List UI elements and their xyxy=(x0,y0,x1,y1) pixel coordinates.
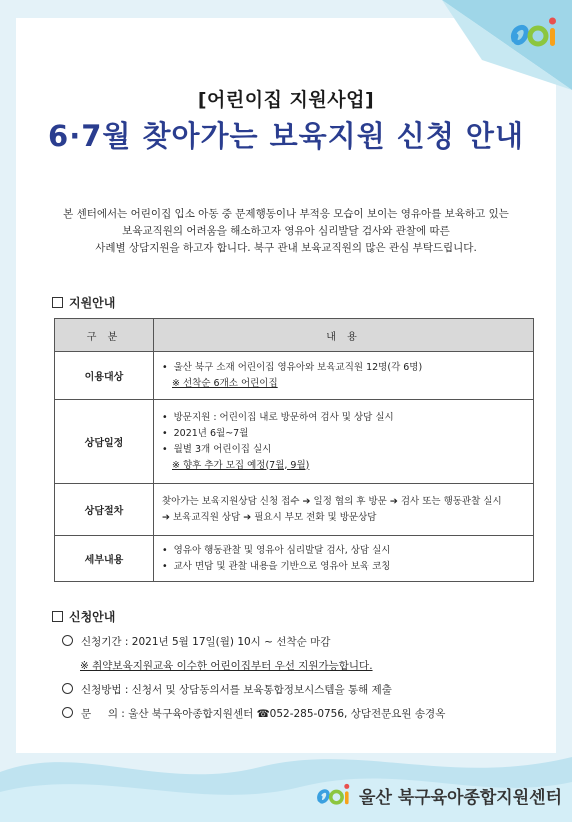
square-bullet-icon xyxy=(52,611,63,622)
footer-logo xyxy=(315,778,562,812)
table-row xyxy=(55,484,534,536)
bullet-line: • 울산 북구 소재 어린이집 영유아와 보육교직원 12명(각 6명) xyxy=(162,360,525,376)
page-title: 6·7월 찾아가는 보육지원 신청 안내 xyxy=(48,119,524,153)
circle-bullet-icon xyxy=(62,707,73,718)
row-content xyxy=(154,400,534,484)
center-logo-icon xyxy=(508,10,564,56)
column-header-category: 구 분 xyxy=(55,319,154,352)
table-row xyxy=(55,536,534,582)
application-heading xyxy=(52,608,115,625)
intro-line: 본 센터에서는 어린이집 입소 아동 중 문제행동이나 부적응 모습이 보이는 영유아를 보육하고 있는 xyxy=(63,208,509,220)
procedure-line: 찾아가는 보육지원상담 신청 접수 ➔ 일정 협의 후 방문 ➔ 검사 또는 행동관찰 실시 xyxy=(162,495,502,507)
row-content xyxy=(154,484,534,536)
square-bullet-icon xyxy=(52,297,63,308)
note-line: ※ 선착순 6개소 어린이집 xyxy=(172,377,278,389)
bullet-line: • 월별 3개 어린이집 실시 xyxy=(162,442,525,458)
bullet-line: • 영유아 행동관찰 및 영유아 심리발달 검사, 상담 실시 xyxy=(162,543,525,559)
row-category: 이용대상 xyxy=(55,352,154,400)
apply-period xyxy=(62,634,330,649)
bullet-line: • 교사 면담 및 관찰 내용을 기반으로 영유아 보육 코칭 xyxy=(162,559,525,575)
apply-period-note: ※ 취약보육지원교육 이수한 어린이집부터 우선 지원가능합니다. xyxy=(80,660,373,672)
intro-paragraph xyxy=(40,206,532,257)
circle-bullet-icon xyxy=(62,683,73,694)
center-logo-icon xyxy=(315,778,355,812)
bullet-line: • 2021년 6월~7월 xyxy=(162,426,525,442)
intro-line: 보육교직원의 어려움을 해소하고자 영유아 심리발달 검사와 관찰에 따른 xyxy=(122,225,450,237)
apply-method-text: 신청방법 : 신청서 및 상담동의서를 보육통합정보시스템을 통해 제출 xyxy=(81,684,392,696)
application-heading-label: 신청안내 xyxy=(69,610,116,624)
row-category: 세부내용 xyxy=(55,536,154,582)
support-heading-label: 지원안내 xyxy=(69,296,116,310)
column-header-content: 내 용 xyxy=(154,319,534,352)
row-category: 상담일정 xyxy=(55,400,154,484)
bullet-line: • 방문지원 : 어린이집 내로 방문하여 검사 및 상담 실시 xyxy=(162,410,525,426)
support-table xyxy=(54,318,534,582)
footer-org-name: 울산 북구육아종합지원센터 xyxy=(359,787,562,808)
intro-line: 사례별 상담지원을 하고자 합니다. 북구 관내 보육교직원의 많은 관심 부탁드립니다. xyxy=(95,242,477,254)
row-content xyxy=(154,536,534,582)
table-row xyxy=(55,400,534,484)
row-content xyxy=(154,352,534,400)
row-category: 상담절차 xyxy=(55,484,154,536)
apply-period-text: 신청기간 : 2021년 5월 17일(월) 10시 ~ 선착순 마감 xyxy=(81,636,331,648)
apply-contact xyxy=(62,706,445,721)
table-row xyxy=(55,352,534,400)
bracket-title: [어린이집 지원사업] xyxy=(197,89,375,111)
apply-method xyxy=(62,682,392,697)
circle-bullet-icon xyxy=(62,635,73,646)
procedure-line: ➔ 보육교직원 상담 ➔ 필요시 부모 전화 및 방문상담 xyxy=(162,511,377,523)
note-line: ※ 향후 추가 모집 예정(7월, 9월) xyxy=(172,459,310,471)
support-heading xyxy=(52,294,115,311)
apply-contact-text: 문 의 : 울산 북구육아종합지원센터 ☎052-285-0756, 상담전문요원 송경옥 xyxy=(81,708,446,720)
table-header-row xyxy=(55,319,534,352)
